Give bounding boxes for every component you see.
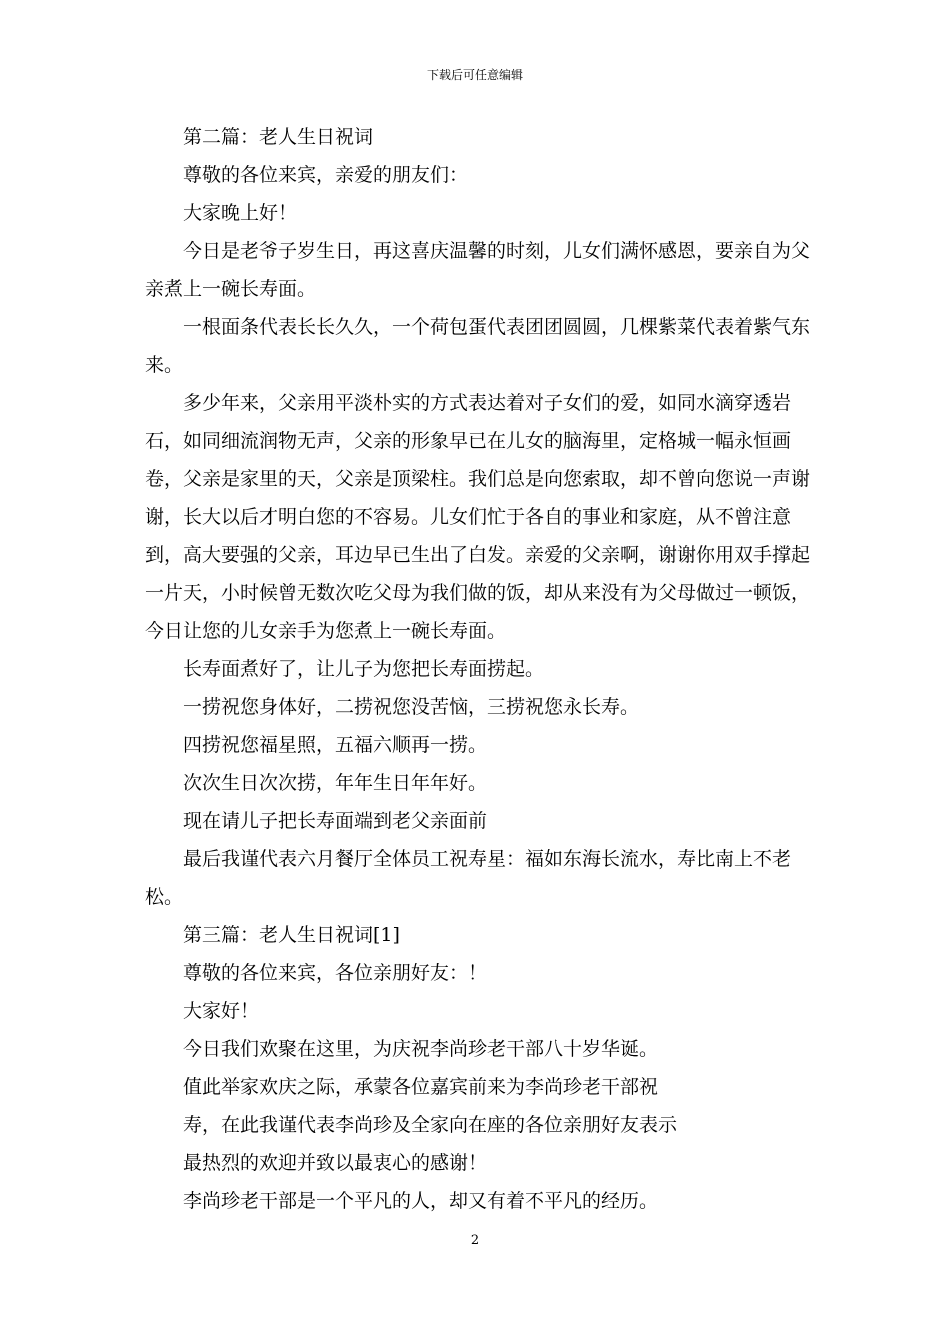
paragraph: 尊敬的各位来宾，亲爱的朋友们：: [183, 164, 469, 186]
paragraph: 四捞祝您福星照，五福六顺再一捞。: [183, 734, 488, 756]
paragraph: 最热烈的欢迎并致以最衷心的感谢！: [183, 1152, 488, 1174]
document-body: [145, 118, 810, 1220]
paragraph: 值此举家欢庆之际，承蒙各位嘉宾前来为李尚珍老干部祝: [183, 1076, 659, 1098]
paragraph: 尊敬的各位来宾，各位亲朋好友：！: [183, 962, 488, 984]
page-number: 2: [470, 1233, 480, 1248]
paragraph: 寿，在此我谨代表李尚珍及全家向在座的各位亲朋好友表示: [183, 1114, 678, 1136]
section-title: 第二篇：老人生日祝词: [183, 126, 374, 148]
paragraph: 大家好！: [183, 1000, 260, 1022]
page-header: 下载后可任意编辑: [426, 68, 523, 82]
section-title: 第三篇：老人生日祝词[1]: [183, 924, 400, 946]
paragraph: 今日我们欢聚在这里，为庆祝李尚珍老干部八十岁华诞。: [183, 1038, 659, 1060]
paragraph: 一捞祝您身体好，二捞祝您没苦恼，三捞祝您永长寿。: [183, 696, 640, 718]
paragraph: 大家晚上好！: [183, 202, 298, 224]
paragraph: 现在请儿子把长寿面端到老父亲面前: [183, 810, 488, 832]
paragraph: 一根面条代表长长久久，一个荷包蛋代表团团圆圆，几棵紫菜代表着紫气东来。: [145, 316, 811, 376]
paragraph: 最后我谨代表六月餐厅全体员工祝寿星：福如东海长流水，寿比南上不老松。: [145, 848, 792, 908]
paragraph: 李尚珍老干部是一个平凡的人，却又有着不平凡的经历。: [183, 1190, 659, 1212]
paragraph: 次次生日次次捞，年年生日年年好。: [183, 772, 488, 794]
paragraph: 今日是老爷子岁生日，再这喜庆温馨的时刻，儿女们满怀感恩，要亲自为父亲煮上一碗长寿面。: [145, 240, 811, 300]
paragraph: 长寿面煮好了，让儿子为您把长寿面捞起。: [183, 658, 545, 680]
paragraph: 多少年来，父亲用平淡朴实的方式表达着对子女们的爱，如同水滴穿透岩石，如同细流润物无声，父亲的形象早已在儿女的脑海里，定格城一幅永恒画卷，父亲是家里的天，父亲是顶梁柱。我们总是向您索取，却不曾向您说一声谢谢，长大以后才明白您的不容易。儿女们忙于各自的事业和家庭，从不曾注意到，高大要强的父亲，耳边早已生出了白发。亲爱的父亲啊，谢谢你用双手撑起一片天，小时候曾无数次吃父母为我们做的饭，却从来没有为父母做过一顿饭，今日让您的儿女亲手为您煮上一碗长寿面。: [145, 392, 811, 642]
